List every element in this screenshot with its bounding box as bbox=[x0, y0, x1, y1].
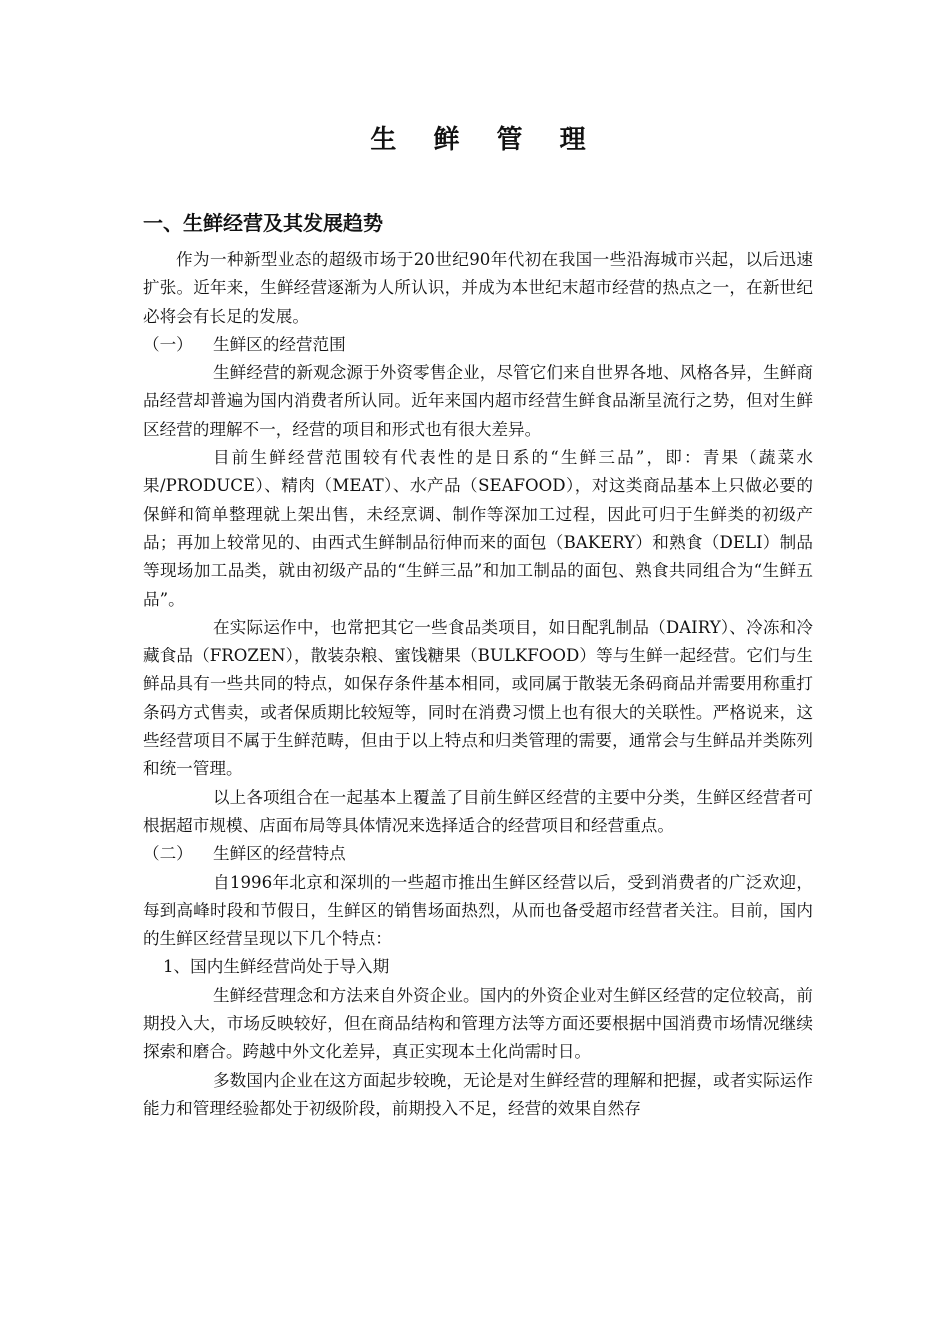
body-paragraph: 自1996年北京和深圳的一些超市推出生鲜区经营以后，受到消费者的广泛欢迎，每到高峰时段和节假日，生鲜区的销售场面热烈，从而也备受超市经营者关注。目前，国内的生鲜区经营呈现以下几个特点： bbox=[143, 872, 813, 949]
subsection-heading-scope bbox=[143, 331, 813, 359]
document-body bbox=[143, 120, 813, 1123]
subsection-heading-features bbox=[143, 840, 813, 868]
section-intro-paragraph: 作为一种新型业态的超级市场于20世纪90年代初在我国一些沿海城市兴起，以后迅速扩张。近年来，生鲜经营逐渐为人所认识，并成为本世纪末超市经营的热点之一，在新世纪必将会有长足的发展。 bbox=[143, 250, 813, 326]
document-title: 生 鲜 管 理 bbox=[370, 125, 600, 155]
subsection-number: （二） bbox=[143, 844, 193, 864]
body-paragraph: 目前生鲜经营范围较有代表性的是日系的“生鲜三品”，即：青果（蔬菜水果/PRODUCE）、精肉（MEAT）、水产品（SEAFOOD），对这类商品基本上只做必要的保鲜和简单整理就上架出售，未经烹调、制作等深加工过程，因此可归于生鲜类的初级产品；再加上较常见的、由西式生鲜制品衍伸而来的面包（BAKERY）和熟食（DELI）制品等现场加工品类，就由初级产品的“生鲜三品”和加工制品的面包、熟食共同组合为“生鲜五品”。 bbox=[143, 448, 813, 609]
point-heading: 1、国内生鲜经营尚处于导入期 bbox=[163, 957, 390, 977]
body-paragraph: 在实际运作中，也常把其它一些食品类项目，如日配乳制品（DAIRY）、冷冻和冷藏食品（FROZEN），散装杂粮、蜜饯糖果（BULKFOOD）等与生鲜一起经营。它们与生鲜品具有一些共同的特点，如保存条件基本相同，或同属于散装无条码商品并需要用称重打条码方式售卖，或者保质期比较短等，同时在消费习惯上也有很大的关联性。严格说来，这些经营项目不属于生鲜范畴，但由于以上特点和归类管理的需要，通常会与生鲜品并类陈列和统一管理。 bbox=[143, 617, 813, 779]
subsection-title: 生鲜区的经营范围 bbox=[213, 334, 346, 354]
body-paragraph: 多数国内企业在这方面起步较晚，无论是对生鲜经营的理解和把握，或者实际运作能力和管理经验都处于初级阶段，前期投入不足，经营的效果自然存 bbox=[143, 1070, 813, 1118]
subsection-number: （一） bbox=[143, 334, 193, 354]
body-paragraph: 以上各项组合在一起基本上覆盖了目前生鲜区经营的主要中分类，生鲜区经营者可根据超市规模、店面布局等具体情况来选择适合的经营项目和经营重点。 bbox=[143, 787, 813, 835]
section-heading: 一、生鲜经营及其发展趋势 bbox=[143, 211, 383, 235]
body-paragraph: 生鲜经营理念和方法来自外资企业。国内的外资企业对生鲜区经营的定位较高，前期投入大，市场反映较好，但在商品结构和管理方法等方面还要根据中国消费市场情况继续探索和磨合。跨越中外文化差异，真正实现本土化尚需时日。 bbox=[143, 985, 813, 1062]
body-paragraph: 生鲜经营的新观念源于外资零售企业，尽管它们来自世界各地、风格各异，生鲜商品经营却普遍为国内消费者所认同。近年来国内超市经营生鲜食品渐呈流行之势，但对生鲜区经营的理解不一，经营的项目和形式也有很大差异。 bbox=[143, 363, 813, 439]
subsection-title: 生鲜区的经营特点 bbox=[213, 844, 346, 864]
